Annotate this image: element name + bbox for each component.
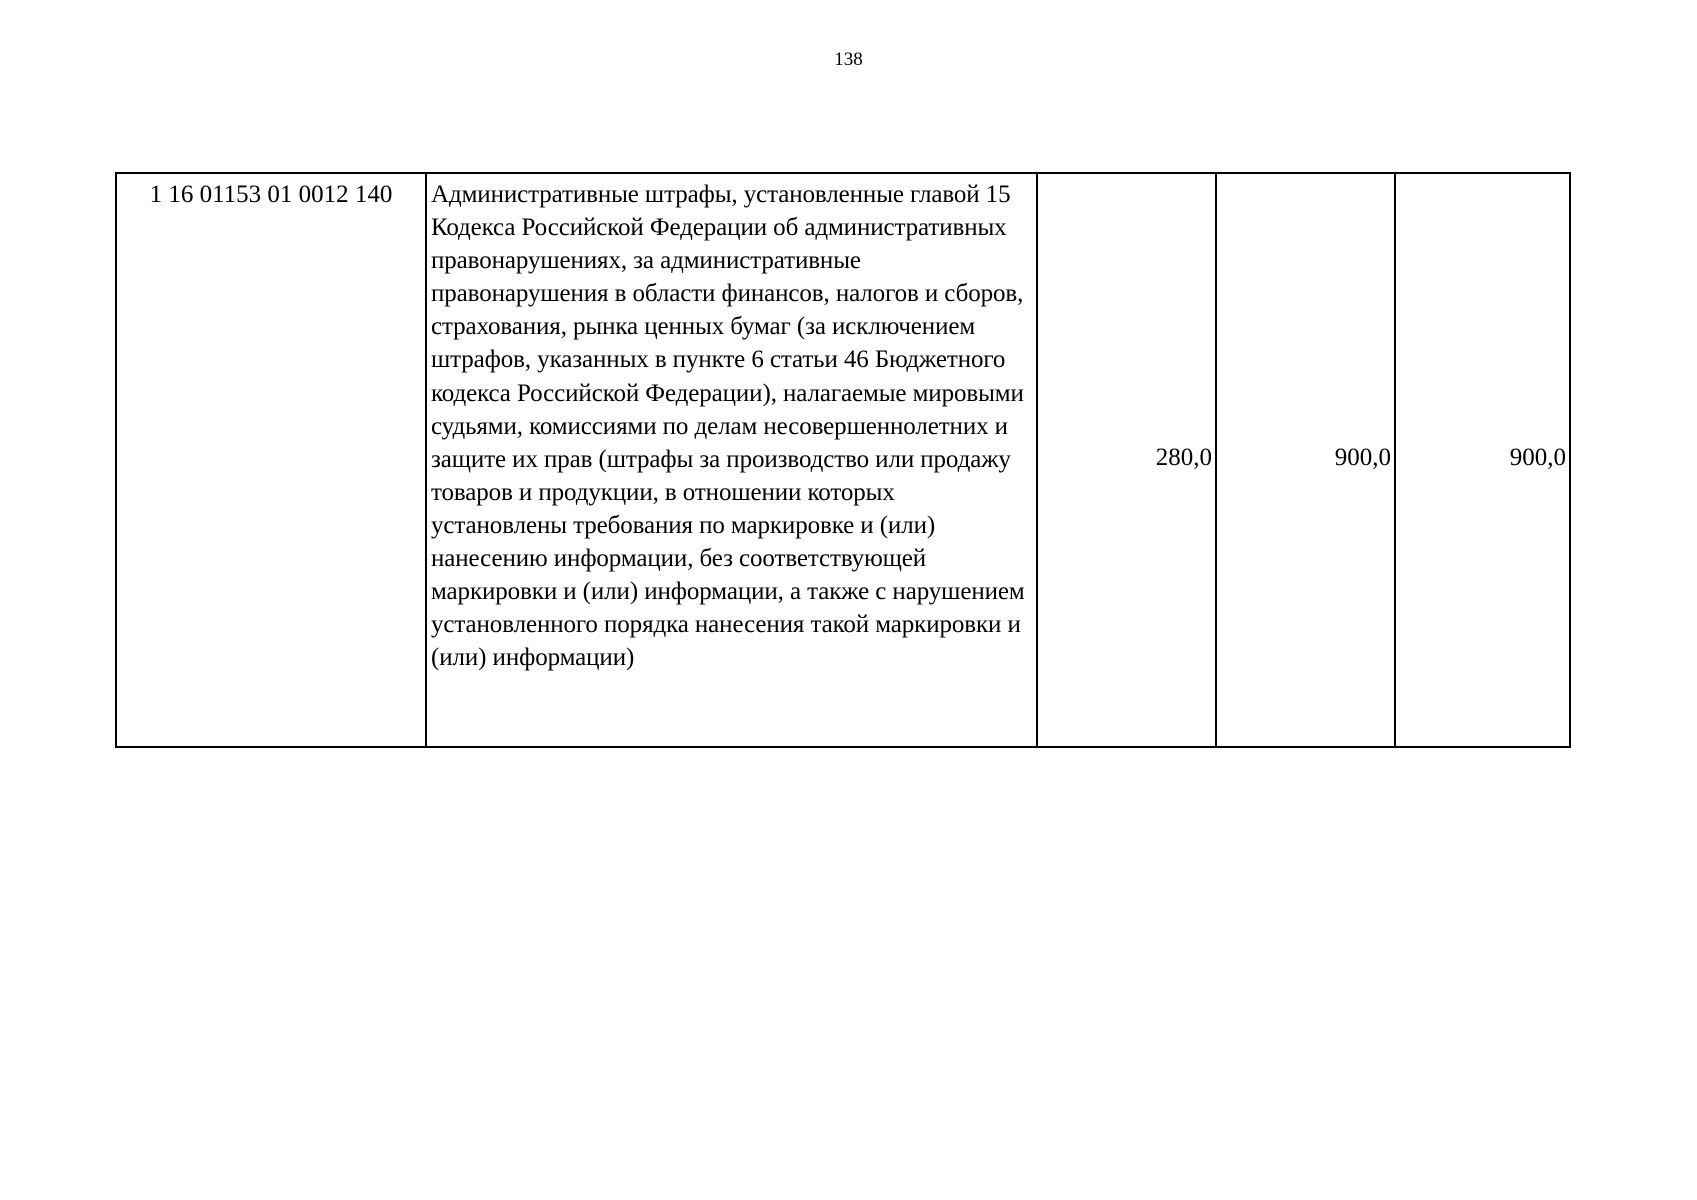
description-cell: Административные штрафы, установленные главой 15 Кодекса Российской Федерации об административных правонарушениях, за административные правонарушения в области финансов, налогов и сборов, страхования, рынка ценных бумаг (за исключением штрафов, указанных в пункте 6 статьи 46 Бюджетного кодекса Российской Федерации), налагаемые мировыми судьями, комиссиями по делам несовершеннолетних и защите их прав (штрафы за производство или продажу товаров и продукции, в отношении которых установлены требования по маркировке и (или) нанесению информации, без соответствующей маркировки и (или) информации, а также с нарушением установленного порядка нанесения такой маркировки и (или) информации) (426, 173, 1037, 747)
amount-cell-2: 900,0 (1216, 173, 1395, 747)
table-row (116, 173, 1570, 747)
page-number: 138 (834, 49, 863, 70)
budget-code-cell: 1 16 01153 01 0012 140 (116, 173, 426, 747)
budget-table (115, 172, 1571, 748)
amount-cell-1: 280,0 (1037, 173, 1216, 747)
amount-cell-3: 900,0 (1395, 173, 1570, 747)
